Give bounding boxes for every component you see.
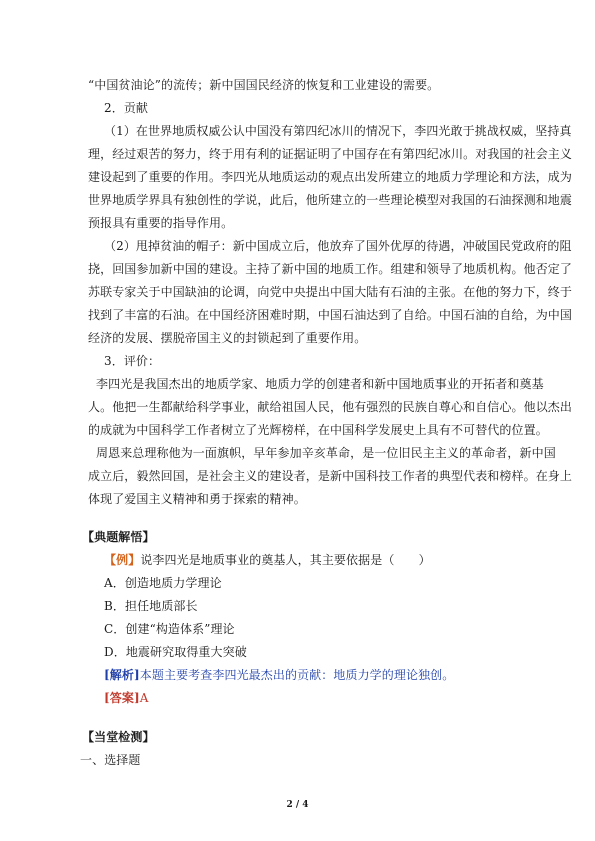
text-line: “中国贫油论”的流传；新中国国民经济的恢复和工业建设的需要。 bbox=[88, 78, 440, 92]
text-line: 挠，回国参加新中国的建设。主持了新中国的地质工作。组建和领导了地质机构。他否定了 bbox=[88, 262, 573, 276]
text-line: 世界地质学界具有独创性的学说，此后，他所建立的一些理论模型对我国的石油探测和地震 bbox=[88, 193, 573, 207]
answer-text: A bbox=[139, 691, 149, 705]
text-line: 李四光是我国杰出的地质学家、地质力学的创建者和新中国地质事业的开拓者和奠基 bbox=[96, 377, 544, 391]
option-b: B．担任地质部长 bbox=[104, 599, 198, 613]
option-c: C．创建“构造体系”理论 bbox=[104, 622, 235, 636]
option-d: D．地震研究取得重大突破 bbox=[104, 645, 247, 659]
text-line: （2）甩掉贫油的帽子：新中国成立后，他放弃了国外优厚的待遇，冲破国民党政府的阻 bbox=[104, 239, 572, 253]
question-text: 说李四光是地质事业的奠基人，其主要依据是（ ） bbox=[140, 553, 431, 567]
subsection-choice: 一、选择题 bbox=[80, 753, 141, 767]
page-number: 2 / 4 bbox=[286, 800, 309, 810]
text-line: 成立后，毅然回国，是社会主义的建设者，是新中国科技工作者的典型代表和榜样。在身上 bbox=[88, 469, 573, 483]
heading-evaluation: 3．评价： bbox=[104, 354, 161, 368]
section-title-example: 【典题解悟】 bbox=[82, 530, 155, 544]
text-line: 人。他把一生都献给科学事业，献给祖国人民，他有强烈的民族自尊心和自信心。他以杰出 bbox=[88, 400, 573, 414]
analysis-text: 本题主要考查李四光最杰出的贡献：地质力学的理论独创。 bbox=[139, 668, 455, 682]
example-question bbox=[104, 553, 538, 568]
analysis-line bbox=[104, 668, 538, 683]
answer-tag: [答案] bbox=[104, 691, 140, 705]
text-line: 建设起到了重要的作用。李四光从地质运动的观点出发所建立的地质力学理论和方法，成为 bbox=[88, 170, 573, 184]
heading-contributions: 2．贡献 bbox=[104, 101, 149, 115]
text-line: 预报具有重要的指导作用。 bbox=[88, 216, 234, 230]
section-title-check: 【当堂检测】 bbox=[82, 730, 155, 744]
text-line: 找到了丰富的石油。在中国经济困难时期，中国石油达到了自给。中国石油的自给，为中国 bbox=[88, 308, 573, 322]
example-tag: 【例】 bbox=[104, 553, 141, 567]
text-line: 的成就为中国科学工作者树立了光辉榜样，在中国科学发展史上具有不可替代的位置。 bbox=[88, 423, 548, 437]
analysis-tag: [解析] bbox=[104, 668, 140, 682]
text-line: 经济的发展、摆脱帝国主义的封锁起到了重要作用。 bbox=[88, 331, 367, 345]
answer-line bbox=[104, 691, 538, 706]
text-line: 体现了爱国主义精神和勇于探索的精神。 bbox=[88, 492, 306, 506]
text-line: 理，经过艰苦的努力，终于用有利的证据证明了中国存在有第四纪冰川。对我国的社会主义 bbox=[88, 147, 573, 161]
option-a: A．创造地质力学理论 bbox=[104, 576, 222, 590]
text-line: 苏联专家关于中国缺油的论调，向党中央提出中国大陆有石油的主张。在他的努力下，终于 bbox=[88, 285, 573, 299]
text-line: 周恩来总理称他为一面旗帜，早年参加辛亥革命，是一位旧民主主义的革命者，新中国 bbox=[96, 446, 556, 460]
text-line: （1）在世界地质权威公认中国没有第四纪冰川的情况下，李四光敢于挑战权威，坚持真 bbox=[104, 124, 572, 138]
